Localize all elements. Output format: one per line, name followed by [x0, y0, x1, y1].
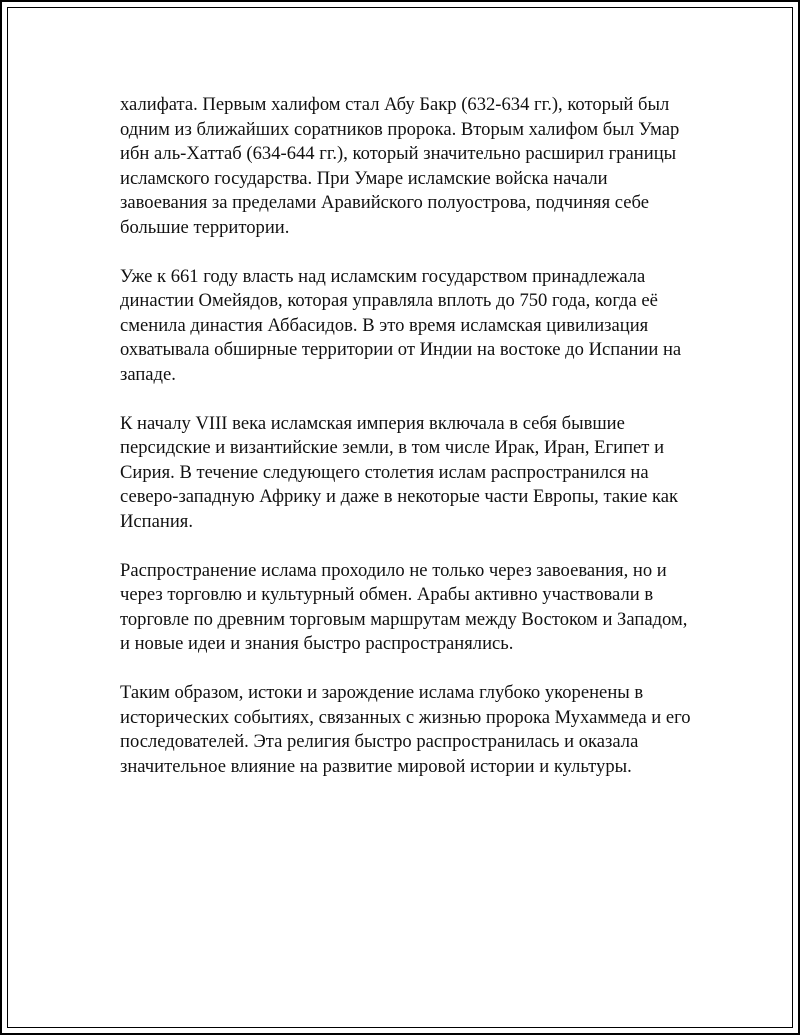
- paragraph-trade: Распространение ислама проходило не только через завоевания, но и через торговлю и культурный обмен. Арабы активно участвовали в торговле по древним торговым маршрутам между Востоком и Западом, и новые идеи и знания быстро распространялись.: [120, 559, 688, 654]
- paragraph-conclusion: Таким образом, истоки и зарождение ислама глубоко укоренены в исторических событиях, связанных с жизнью пророка Мухаммеда и его последователей. Эта религия быстро распространилась и оказала значительное влияние на развитие мировой истории и культуры.: [120, 682, 691, 777]
- paragraph-umayyads: Уже к 661 году власть над исламским государством принадлежала династии Омейядов, которая управляла вплоть до 750 года, когда её сменила династия Аббасидов. В это время исламская цивилизация охватывала обширные территории от Индии на востоке до Испании на западе.: [120, 265, 682, 385]
- document-body: [120, 93, 700, 804]
- paragraph-caliphate: халифата. Первым халифом стал Абу Бакр (632-634 гг.), который был одним из ближайших соратников пророка. Вторым халифом был Умар ибн аль-Хаттаб (634-644 гг.), который значительно расширил границы исламского государства. При Умаре исламские войска начали завоевания за пределами Аравийского полуострова, подчиняя себе большие территории.: [120, 94, 680, 238]
- paragraph-eighth-century: К началу VIII века исламская империя включала в себя бывшие персидские и византийские земли, в том числе Ирак, Иран, Египет и Сирия. В течение следующего столетия ислам распространился на северо-западную Африку и даже в некоторые части Европы, такие как Испания.: [120, 412, 679, 532]
